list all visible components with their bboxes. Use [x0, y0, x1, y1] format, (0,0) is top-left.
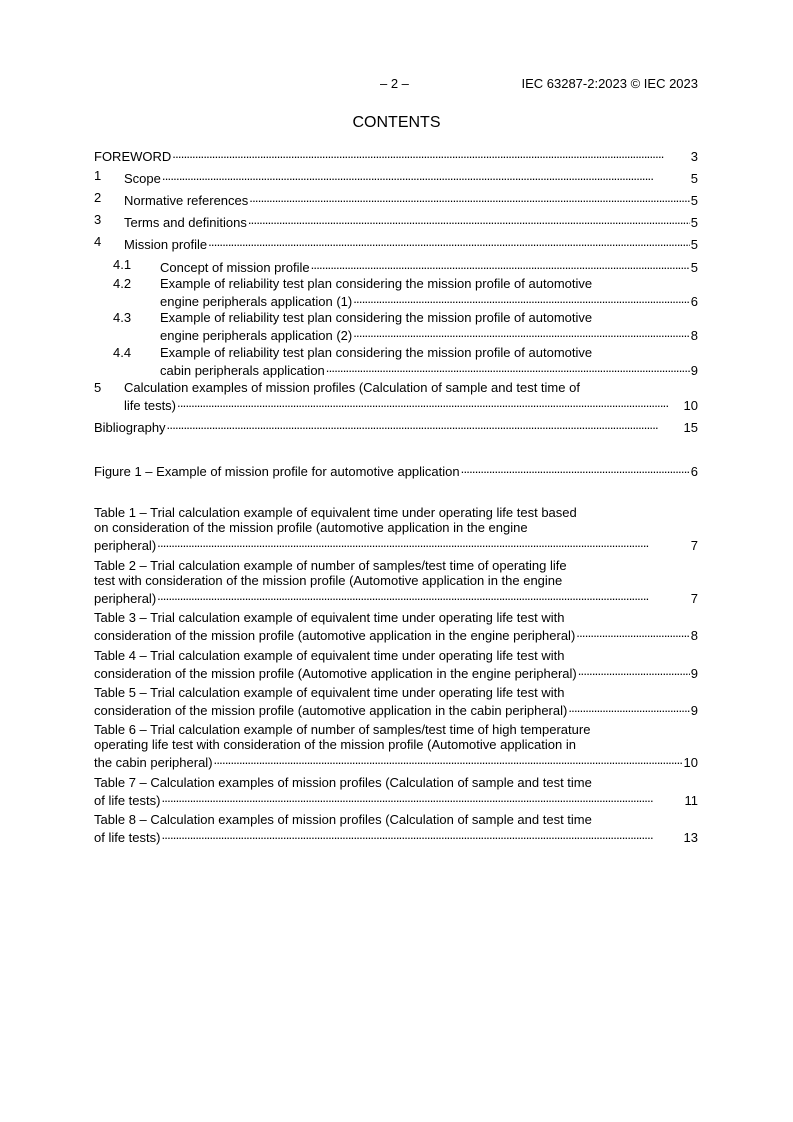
toc-label-last-line: engine peripherals application (2) — [160, 328, 353, 343]
table-label-line: on consideration of the mission profile (automotive application in the engine — [94, 520, 528, 535]
document-id: IEC 63287-2:2023 © IEC 2023 — [521, 76, 698, 91]
toc-entry-4-3[interactable] — [113, 310, 698, 343]
toc-label-last-line: engine peripherals application (1) — [160, 294, 353, 309]
toc-entry-terms-definitions[interactable] — [94, 212, 698, 230]
table-entry[interactable] — [94, 648, 698, 681]
table-label-line: Table 4 – Trial calculation example of equivalent time under operating life test with — [94, 648, 565, 663]
toc-label: Mission profile — [124, 237, 208, 252]
page-header — [94, 76, 698, 92]
table-entry[interactable] — [94, 722, 698, 770]
toc-entry-4-4[interactable] — [113, 345, 698, 378]
dot-leader — [353, 291, 690, 306]
toc-entry-4-2[interactable] — [113, 276, 698, 309]
toc-page: 15 — [683, 420, 698, 435]
toc-number: 4.1 — [113, 257, 132, 272]
table-page: 8 — [690, 628, 698, 643]
toc-number: 5 — [94, 380, 102, 395]
toc-entry-4-1[interactable] — [113, 257, 698, 275]
toc-entry-mission-profile[interactable] — [94, 234, 698, 252]
dot-leader — [172, 146, 689, 161]
dot-leader — [576, 625, 689, 640]
toc-label: Scope — [124, 171, 161, 186]
toc-label: Concept of mission profile — [160, 260, 310, 275]
toc-label: Bibliography — [94, 420, 166, 435]
dot-leader — [311, 257, 690, 272]
table-entry[interactable] — [94, 558, 698, 606]
toc-number: 3 — [94, 212, 102, 227]
toc-label-line: Example of reliability test plan considering the mission profile of automotive — [160, 345, 593, 360]
toc-label-line: Calculation examples of mission profiles (Calculation of sample and test time of — [124, 380, 580, 395]
table-entry[interactable] — [94, 685, 698, 718]
dot-leader — [162, 168, 690, 183]
toc-number: 4 — [94, 234, 102, 249]
toc-page: 5 — [690, 215, 698, 230]
toc-page: 5 — [690, 260, 698, 275]
toc-label: Terms and definitions — [124, 215, 247, 230]
toc-page: 8 — [690, 328, 698, 343]
toc-label-last-line: life tests) — [124, 398, 177, 413]
table-label-last-line: the cabin peripheral) — [94, 755, 213, 770]
table-label-last-line: of life tests) — [94, 830, 161, 845]
table-label-line: Table 2 – Trial calculation example of number of samples/test time of operating life — [94, 558, 567, 573]
table-entry[interactable] — [94, 812, 698, 845]
table-page: 9 — [690, 703, 698, 718]
page-number: – 2 – — [380, 76, 409, 91]
table-label-line: Table 3 – Trial calculation example of equivalent time under operating life test with — [94, 610, 565, 625]
toc-entry-foreword[interactable] — [94, 146, 698, 164]
toc-page: 3 — [690, 149, 698, 164]
dot-leader — [214, 752, 683, 767]
toc-entry-scope[interactable] — [94, 168, 698, 186]
table-label-last-line: consideration of the mission profile (Automotive application in the engine peripheral) — [94, 666, 577, 681]
table-page: 11 — [684, 793, 698, 808]
table-label-line: test with consideration of the mission profile (Automotive application in the engine — [94, 573, 563, 588]
table-label-line: Table 7 – Calculation examples of mission profiles (Calculation of sample and test time — [94, 775, 592, 790]
dot-leader — [177, 395, 683, 410]
toc-label-line: Example of reliability test plan considering the mission profile of automotive — [160, 276, 593, 291]
figure-entry[interactable] — [94, 461, 698, 479]
table-page: 7 — [690, 538, 698, 553]
toc-page: 5 — [690, 193, 698, 208]
table-label-last-line: of life tests) — [94, 793, 161, 808]
dot-leader — [249, 190, 689, 205]
toc-page: 9 — [690, 363, 698, 378]
toc-label-last-line: cabin peripherals application — [160, 363, 325, 378]
table-label-line: Table 1 – Trial calculation example of equivalent time under operating life test based — [94, 505, 577, 520]
table-page: 13 — [683, 830, 698, 845]
table-label-line: Table 5 – Trial calculation example of equivalent time under operating life test with — [94, 685, 565, 700]
toc-label: FOREWORD — [94, 149, 172, 164]
table-label-line: operating life test with consideration of the mission profile (Automotive application in — [94, 737, 576, 752]
dot-leader — [248, 212, 690, 227]
toc-number: 4.2 — [113, 276, 132, 291]
toc-page: 5 — [690, 237, 698, 252]
toc-entry-normative-references[interactable] — [94, 190, 698, 208]
toc-page: 5 — [690, 171, 698, 186]
dot-leader — [157, 535, 690, 550]
contents-title: CONTENTS — [352, 114, 441, 131]
table-label-last-line: peripheral) — [94, 591, 157, 606]
dot-leader — [578, 663, 690, 678]
table-label-line: Table 6 – Trial calculation example of number of samples/test time of high temperature — [94, 722, 591, 737]
dot-leader — [208, 234, 690, 249]
dot-leader — [353, 325, 690, 340]
table-label-last-line: consideration of the mission profile (automotive application in the engine peripheral) — [94, 628, 576, 643]
toc-page: 6 — [690, 294, 698, 309]
table-page: 9 — [690, 666, 698, 681]
figure-page: 6 — [690, 464, 698, 479]
table-label-line: Table 8 – Calculation examples of mission profiles (Calculation of sample and test time — [94, 812, 592, 827]
dot-leader — [157, 588, 690, 603]
dot-leader — [161, 827, 682, 842]
table-page: 7 — [690, 591, 698, 606]
toc-entry-bibliography[interactable] — [94, 417, 698, 435]
table-label-last-line: peripheral) — [94, 538, 157, 553]
table-entry[interactable] — [94, 505, 698, 553]
dot-leader — [161, 790, 683, 805]
table-entry[interactable] — [94, 775, 698, 808]
table-page: 10 — [683, 755, 698, 770]
table-entry[interactable] — [94, 610, 698, 643]
toc-number: 4.3 — [113, 310, 132, 325]
toc-number: 2 — [94, 190, 102, 205]
toc-label-line: Example of reliability test plan considering the mission profile of automotive — [160, 310, 593, 325]
toc-number: 1 — [94, 168, 102, 183]
toc-page: 10 — [683, 398, 698, 413]
dot-leader — [461, 461, 690, 476]
toc-label: Normative references — [124, 193, 249, 208]
dot-leader — [167, 417, 683, 432]
dot-leader — [326, 360, 690, 375]
dot-leader — [568, 700, 689, 715]
table-label-last-line: consideration of the mission profile (automotive application in the cabin peripheral) — [94, 703, 568, 718]
figure-label: Figure 1 – Example of mission profile for automotive application — [94, 464, 460, 479]
toc-entry-calculation-examples[interactable] — [94, 380, 698, 413]
toc-number: 4.4 — [113, 345, 132, 360]
